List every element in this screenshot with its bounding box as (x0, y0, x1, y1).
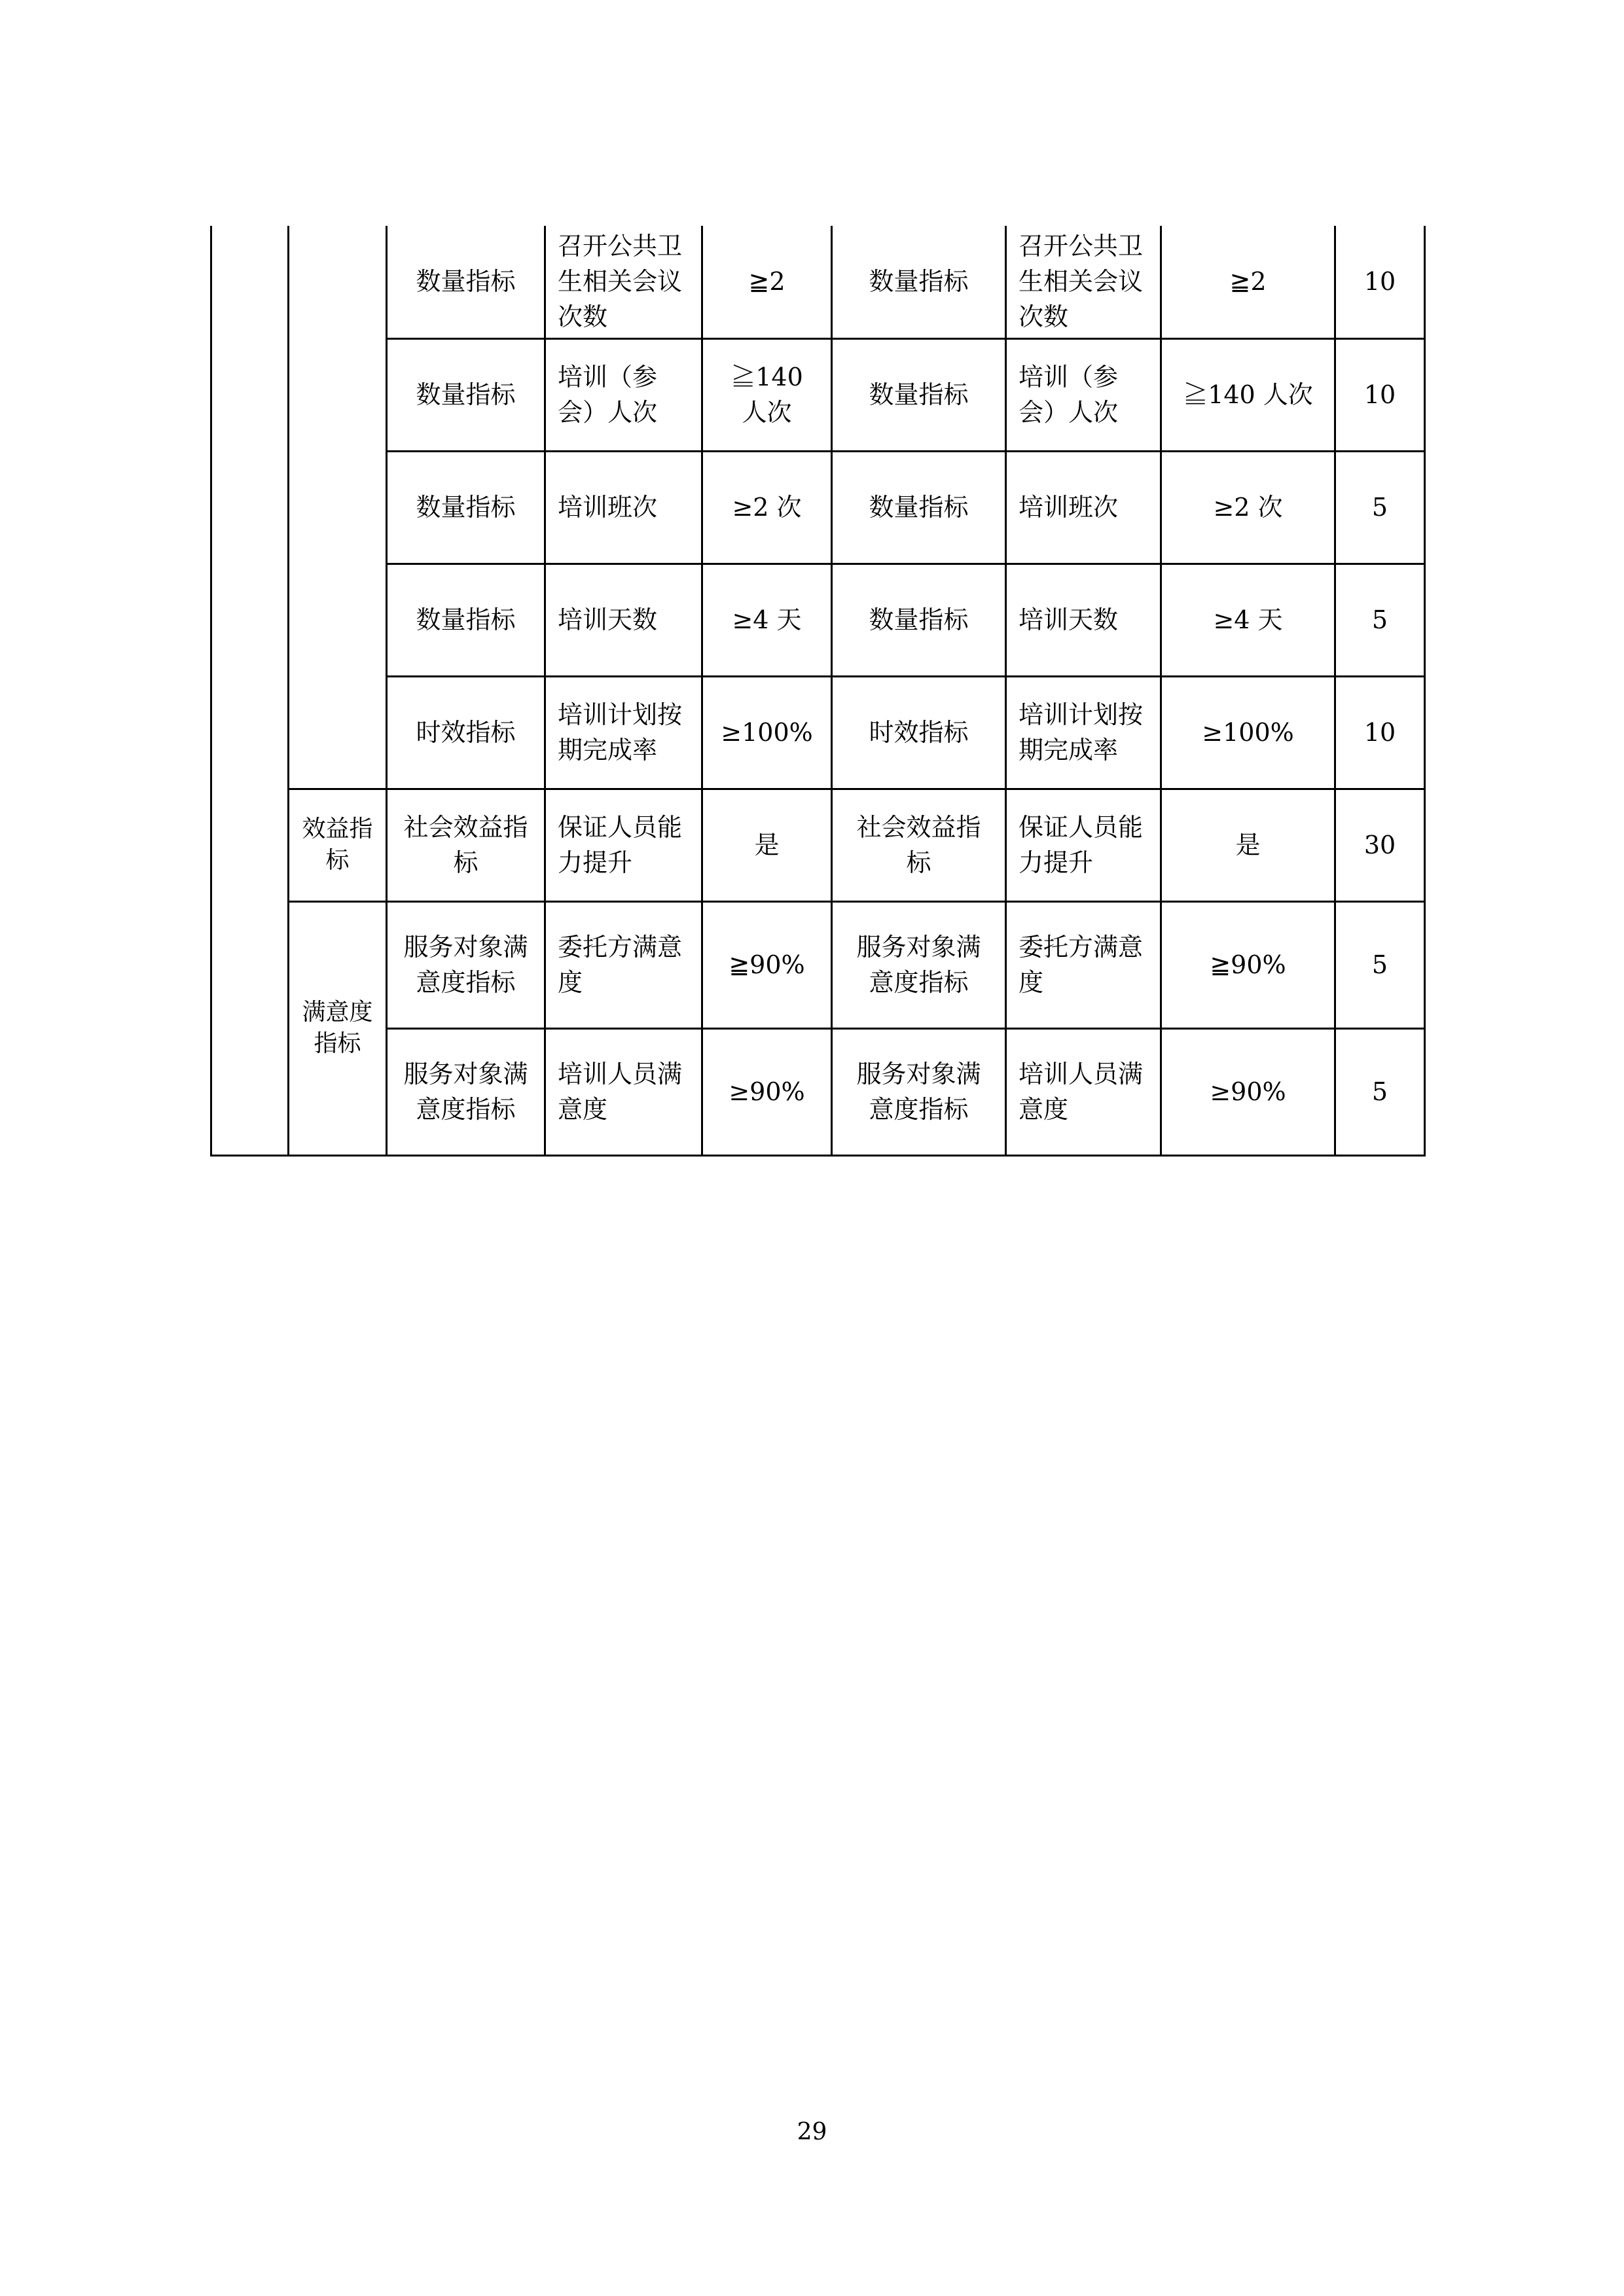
indicator-cell: 数量指标 (832, 564, 1006, 676)
target-value-cell: ≧2 (702, 226, 832, 338)
item-cell: 培训（参会）人次 (1006, 338, 1161, 451)
score-cell: 5 (1335, 564, 1425, 676)
indicator-cell: 服务对象满意度指标 (832, 1028, 1006, 1155)
score-cell: 30 (1335, 789, 1425, 901)
outer-category-cell (211, 226, 289, 1155)
indicator-cell: 服务对象满意度指标 (387, 901, 545, 1028)
item-cell: 保证人员能力提升 (545, 789, 702, 901)
target-value-cell: ≥90% (702, 1028, 832, 1155)
target-value-cell: ≥100% (702, 676, 832, 789)
target-value-cell: ≥2 次 (1161, 451, 1335, 564)
item-cell: 委托方满意度 (1006, 901, 1161, 1028)
table-row (211, 1028, 1425, 1155)
indicator-cell: 数量指标 (832, 451, 1006, 564)
indicator-cell: 数量指标 (387, 226, 545, 338)
target-value-cell: ≥100% (1161, 676, 1335, 789)
score-cell: 10 (1335, 226, 1425, 338)
indicator-cell: 时效指标 (387, 676, 545, 789)
item-cell: 培训班次 (545, 451, 702, 564)
item-cell: 培训人员满意度 (1006, 1028, 1161, 1155)
target-value-cell: ≥2 次 (702, 451, 832, 564)
item-cell: 召开公共卫生相关会议次数 (1006, 226, 1161, 338)
target-value-cell: ≧2 (1161, 226, 1335, 338)
target-value-cell: 是 (1161, 789, 1335, 901)
target-value-cell: 是 (702, 789, 832, 901)
indicator-cell: 时效指标 (832, 676, 1006, 789)
item-cell: 培训班次 (1006, 451, 1161, 564)
item-cell: 保证人员能力提升 (1006, 789, 1161, 901)
item-cell: 召开公共卫生相关会议次数 (545, 226, 702, 338)
table-row (211, 901, 1425, 1028)
table-row (211, 789, 1425, 901)
indicator-cell: 数量指标 (387, 451, 545, 564)
score-cell: 5 (1335, 901, 1425, 1028)
item-cell: 培训计划按期完成率 (545, 676, 702, 789)
item-cell: 培训天数 (545, 564, 702, 676)
indicator-cell: 数量指标 (832, 226, 1006, 338)
indicator-cell: 数量指标 (387, 338, 545, 451)
indicator-cell: 服务对象满意度指标 (832, 901, 1006, 1028)
table-row (211, 226, 1425, 338)
score-cell: 5 (1335, 451, 1425, 564)
indicator-cell: 服务对象满意度指标 (387, 1028, 545, 1155)
target-value-cell: ≧90% (1161, 901, 1335, 1028)
category-cell: 满意度指标 (289, 901, 387, 1155)
item-cell: 委托方满意度 (545, 901, 702, 1028)
item-cell: 培训人员满意度 (545, 1028, 702, 1155)
target-value-cell: ≥4 天 (1161, 564, 1335, 676)
target-value-cell: ≧140 人次 (702, 338, 832, 451)
output-category-cell (289, 226, 387, 789)
target-value-cell: ≥90% (1161, 1028, 1335, 1155)
indicator-cell: 社会效益指标 (387, 789, 545, 901)
indicator-cell: 社会效益指标 (832, 789, 1006, 901)
table-row (211, 338, 1425, 451)
page-number: 29 (797, 2119, 827, 2145)
item-cell: 培训天数 (1006, 564, 1161, 676)
score-cell: 5 (1335, 1028, 1425, 1155)
item-cell: 培训（参会）人次 (545, 338, 702, 451)
table-row (211, 451, 1425, 564)
item-cell: 培训计划按期完成率 (1006, 676, 1161, 789)
indicator-cell: 数量指标 (832, 338, 1006, 451)
table-row (211, 564, 1425, 676)
table-row (211, 676, 1425, 789)
target-value-cell: ≧90% (702, 901, 832, 1028)
target-value-cell: ≥4 天 (702, 564, 832, 676)
score-cell: 10 (1335, 676, 1425, 789)
category-cell: 效益指标 (289, 789, 387, 901)
performance-indicator-table (210, 226, 1426, 1157)
target-value-cell: ≧140 人次 (1161, 338, 1335, 451)
score-cell: 10 (1335, 338, 1425, 451)
indicator-cell: 数量指标 (387, 564, 545, 676)
